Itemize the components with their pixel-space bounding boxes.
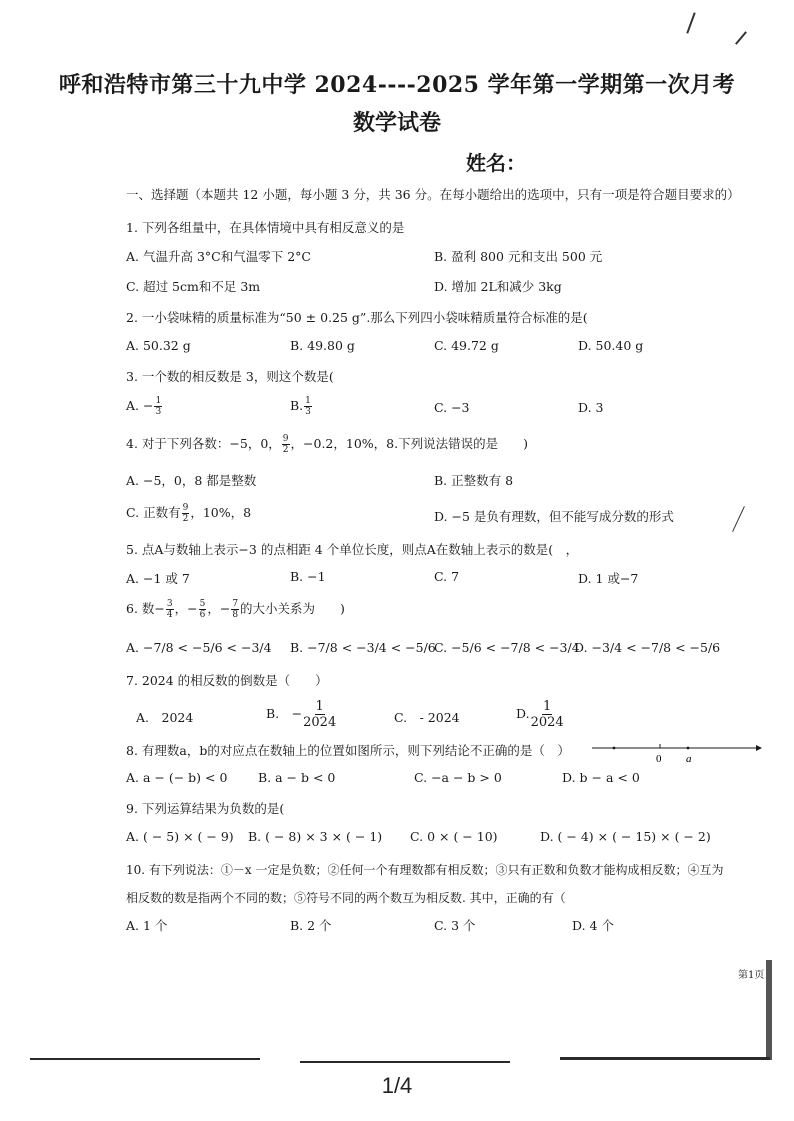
question-4-option-a: A. −5，0，8 都是整数 bbox=[126, 473, 257, 488]
fraction bbox=[303, 699, 336, 730]
fraction-denominator: 4 bbox=[166, 610, 173, 620]
fraction-denominator: 2024 bbox=[530, 715, 564, 730]
question-4-option-c-suffix: ，10%，8 bbox=[190, 505, 252, 520]
fraction bbox=[166, 599, 174, 620]
fraction-denominator: 3 bbox=[305, 407, 311, 417]
fraction-numerator: 9 bbox=[182, 503, 189, 513]
question-4-option-b: B. 正整数有 8 bbox=[434, 473, 514, 488]
fraction bbox=[531, 699, 564, 730]
separator: ，− bbox=[207, 601, 231, 616]
scan-mark-right-edge bbox=[766, 960, 772, 1060]
fraction bbox=[282, 434, 290, 455]
question-4-stem-part-b: ，−0.2，10%，8.下列说法错误的是 ) bbox=[290, 436, 528, 451]
question-10-option-b: B. 2 个 bbox=[290, 918, 332, 933]
question-1-option-c: C. 超过 5cm和不足 3m bbox=[126, 279, 261, 294]
question-4-option-c bbox=[126, 503, 251, 524]
number-line-point-b bbox=[613, 747, 616, 750]
question-7-stem: 7. 2024 的相反数的倒数是（ ） bbox=[126, 673, 328, 688]
question-5-option-b: B. −1 bbox=[290, 569, 326, 584]
question-2-stem: 2. 一小袋味精的质量标准为“50 ± 0.25 g”.那么下列四小袋味精质量符合标准的是( bbox=[126, 310, 588, 325]
fraction-numerator: 1 bbox=[305, 396, 311, 406]
question-4-stem-part-a: 4. 对于下列各数：−5，0， bbox=[126, 436, 281, 451]
scan-mark-top-right-2 bbox=[735, 31, 747, 45]
question-6-stem bbox=[126, 599, 345, 620]
scan-bottom-line-left bbox=[30, 1058, 260, 1060]
page-indicator: 1/4 bbox=[381, 1073, 413, 1098]
question-10-option-c: C. 3 个 bbox=[434, 918, 476, 933]
question-4-stem bbox=[126, 434, 528, 455]
question-8-option-a: A. a − (− b) < 0 bbox=[126, 770, 228, 785]
question-1-stem: 1. 下列各组量中，在具体情境中具有相反意义的是 bbox=[126, 220, 405, 235]
question-8-stem: 8. 有理数a，b的对应点在数轴上的位置如图所示，则下列结论不正确的是（ ） bbox=[126, 743, 570, 758]
fraction-numerator: 1 bbox=[542, 699, 552, 714]
question-2-option-d: D. 50.40 g bbox=[578, 338, 644, 353]
question-7-option-d-prefix: D. bbox=[516, 706, 530, 721]
question-7-option-a: A. 2024 bbox=[136, 710, 194, 725]
question-8-option-c: C. −a − b > 0 bbox=[414, 770, 502, 785]
question-2-option-a: A. 50.32 g bbox=[126, 338, 191, 353]
question-3-option-c: C. −3 bbox=[434, 400, 470, 415]
separator: ，− bbox=[174, 601, 198, 616]
exam-subtitle: 数学试卷 bbox=[352, 110, 441, 136]
question-9-stem: 9. 下列运算结果为负数的是( bbox=[126, 801, 285, 816]
question-1-option-a: A. 气温升高 3°C和气温零下 2°C bbox=[126, 249, 311, 264]
question-3-option-a bbox=[126, 396, 163, 417]
fraction-denominator: 2 bbox=[282, 445, 289, 455]
number-line-arrow bbox=[756, 745, 762, 751]
exam-title: 呼和浩特市第三十九中学 2024----2025 学年第一学期第一次月考 bbox=[58, 72, 736, 98]
question-7-option-d bbox=[516, 699, 565, 730]
question-10-option-d: D. 4 个 bbox=[572, 918, 614, 933]
scan-bottom-line-right bbox=[560, 1057, 770, 1060]
scan-mark-top-right bbox=[686, 12, 695, 33]
question-10-option-a: A. 1 个 bbox=[126, 918, 168, 933]
scan-bottom-line-mid bbox=[300, 1061, 510, 1063]
number-line-a-label: a bbox=[686, 753, 692, 765]
question-10-line-2: 相反数的数是指两个不同的数；⑤符号不同的两个数互为相反数. 其中，正确的有（ bbox=[126, 891, 566, 905]
question-5-option-d: D. 1 或−7 bbox=[578, 571, 639, 586]
question-7-option-b-prefix: B. − bbox=[266, 706, 303, 721]
fraction-numerator: 5 bbox=[199, 599, 206, 609]
question-3-option-b-prefix: B. bbox=[290, 398, 304, 413]
question-6-option-b: B. −7/8 < −3/4 < −5/6 bbox=[290, 640, 436, 655]
number-line-zero-label: 0 bbox=[656, 753, 662, 765]
question-9-option-c: C. 0 × ( − 10) bbox=[410, 829, 498, 844]
question-10-line-1: 10. 有下列说法：①－x 一定是负数；②任何一个有理数都有相反数；③只有正数和负数才能构成相反数；④互为 bbox=[126, 863, 724, 877]
question-3-option-d: D. 3 bbox=[578, 400, 604, 415]
fraction bbox=[199, 599, 207, 620]
question-9-option-a: A. ( − 5) × ( − 9) bbox=[126, 829, 234, 844]
fraction-numerator: 7 bbox=[232, 599, 239, 609]
question-6-option-d: D. −3/4 < −7/8 < −5/6 bbox=[574, 640, 721, 655]
fraction-denominator: 2024 bbox=[303, 715, 337, 730]
question-6-stem-part-b: 的大小关系为 ) bbox=[240, 601, 345, 616]
fraction-numerator: 9 bbox=[282, 434, 289, 444]
question-9-option-d: D. ( − 4) × ( − 15) × ( − 2) bbox=[540, 829, 711, 844]
fraction-denominator: 8 bbox=[232, 610, 239, 620]
page-number-label: 第1页 bbox=[738, 970, 765, 981]
question-3-stem: 3. 一个数的相反数是 3，则这个数是( bbox=[126, 369, 334, 384]
question-9-option-b: B. ( − 8) × 3 × ( − 1) bbox=[248, 829, 383, 844]
question-8-option-d: D. b − a < 0 bbox=[562, 770, 640, 785]
question-3-option-a-prefix: A. − bbox=[126, 398, 154, 413]
fraction-numerator: 3 bbox=[166, 599, 173, 609]
question-6-option-c: C. −5/6 < −7/8 < −3/4 bbox=[434, 640, 580, 655]
question-4-option-c-prefix: C. 正数有 bbox=[126, 505, 181, 520]
question-8-option-b: B. a − b < 0 bbox=[258, 770, 336, 785]
question-5-stem: 5. 点A与数轴上表示−3 的点相距 4 个单位长度，则点A在数轴上表示的数是( ， bbox=[126, 542, 579, 557]
fraction bbox=[231, 599, 239, 620]
question-6-option-a: A. −7/8 < −5/6 < −3/4 bbox=[126, 640, 272, 655]
fraction-denominator: 3 bbox=[155, 407, 162, 417]
question-6-stem-part-a: 6. 数− bbox=[126, 601, 165, 616]
question-2-option-c: C. 49.72 g bbox=[434, 338, 499, 353]
question-1-option-d: D. 增加 2L和减少 3kg bbox=[434, 279, 562, 294]
question-5-option-c: C. 7 bbox=[434, 569, 460, 584]
number-line-point-a bbox=[687, 747, 690, 750]
question-3-option-b bbox=[290, 396, 313, 417]
question-5-option-a: A. −1 或 7 bbox=[126, 571, 190, 586]
fraction-denominator: 6 bbox=[199, 610, 206, 620]
fraction-denominator: 2 bbox=[182, 514, 189, 524]
question-1-option-b: B. 盈利 800 元和支出 500 元 bbox=[434, 249, 603, 264]
fraction-numerator: 1 bbox=[155, 396, 162, 406]
question-2-option-b: B. 49.80 g bbox=[290, 338, 355, 353]
question-7-option-b bbox=[266, 699, 337, 730]
fraction-numerator: 1 bbox=[315, 699, 324, 714]
fraction bbox=[182, 503, 190, 524]
name-label: 姓名： bbox=[466, 151, 526, 175]
question-7-option-c: C. - 2024 bbox=[394, 710, 460, 725]
fraction bbox=[154, 396, 162, 417]
scan-mark-margin bbox=[732, 506, 745, 532]
number-line-figure bbox=[592, 738, 762, 768]
section-heading: 一、选择题（本题共 12 小题，每小题 3 分，共 36 分。在每小题给出的选项中，只有一项是符合题目要求的） bbox=[126, 187, 740, 202]
question-4-option-d: D. −5 是负有理数，但不能写成分数的形式 bbox=[434, 509, 674, 524]
fraction bbox=[304, 396, 312, 417]
